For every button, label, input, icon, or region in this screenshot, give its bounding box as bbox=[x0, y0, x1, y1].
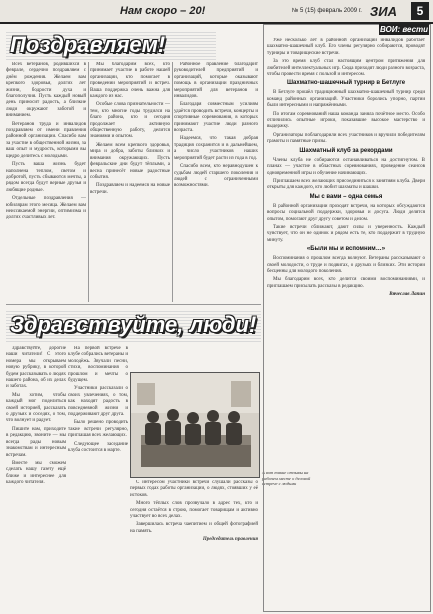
group-photo bbox=[130, 372, 260, 478]
hello-people-title: Здравствуйте, люди! bbox=[10, 312, 257, 337]
right-signature: Вячеслав Лапин bbox=[389, 292, 425, 298]
issue-number: № 5 (15) bbox=[291, 8, 316, 14]
right-articles: Уже несколько лет в районной организации инвалидов работает шахматно-шашечный клуб. Его члены регулярно собираются, проводят турниры и товарищеские встречи. За это время клуб стал настоящим центром притяжения для любителей интеллектуальных игр. Сюда приходят люди разного возраста, чтобы провести время с пользой и интересом. Шахматно-шашечный турнир в Бетлуге В Бетлуге прошёл традиционный шахматно-шашечный турнир среди команд районных организаций. Участники боролись упорно, партии были интересными и напряжёнными. По итогам соревнований наша команда заняла почётное место. Особо отличились опытные игроки, показавшие высокое мастерство и выдержку. Организаторы поблагодарили всех участников и вручили победителям грамоты и памятные призы. Шахматный клуб за рекордами Члены клуба не собираются останавливаться на достигнутом. В планах — участие в областных соревнованиях, проведение сеансов одновременной игры и обучение начинающих. Приглашаем всех желающих присоединиться к занятиям клуба. Двери открыты для каждого, кто любит шахматы и шашки. Мы с вами – одна семья В районной организации проходят встречи, на которых обсуждаются вопросы социальной поддержки, здоровья и досуга. Люди делятся опытом, помогают друг другу советом и делом. Такие встречи сближают, дают силы и уверенность. Каждый чувствует, что он не одинок и рядом есть те, кто поддержит в трудную минуту. «Были мы и вспомним…» Воспоминания о прошлом всегда волнуют. Ветераны рассказывают о своей молодости, о труде и подвигах, о друзьях и близких. Эти истории бесценны для молодого поколения. Мы благодарим всех, кто делится своими воспоминаниями, и приглашаем присылать рассказы в редакцию. Вячеслав Лапин bbox=[267, 38, 425, 298]
congratulations-title: Поздравляем! bbox=[10, 32, 166, 57]
article-column-1: Всех ветеранов, родившихся в феврале, сердечно поздравляем с днём рождения. Желаем вам крепкого здоровья, долгих лет жизни, бодрости духа и благополучия. Пусть каждый новый день приносит радость, а близкие люди окружают заботой и вниманием. Ветеранов труда и инвалидов поздравляем от имени правления районной организации. Спасибо вам за участие в общественной жизни, за ваш опыт и мудрость, которыми вы щедро делитесь с молодыми. Пусть ваша жизнь будет наполнена теплом, светом и добротой, пусть сбываются мечты, а рядом всегда будут верные друзья и любящие родные. Отдельные поздравления — юбилярам этого месяца. Желаем вам неиссякаемой энергии, оптимизма и долгих счастливых лет. bbox=[6, 62, 86, 221]
column-divider bbox=[172, 62, 173, 302]
issue-date: февраль 2009 г. bbox=[317, 8, 362, 14]
issue-info bbox=[292, 8, 362, 14]
right-headline-3: Мы с вами – одна семья bbox=[309, 193, 383, 200]
right-headline-1: Шахматно-шашечный турнир в Бетлуге bbox=[286, 80, 406, 87]
right-headline-4: «Были мы и вспомним…» bbox=[306, 246, 386, 253]
group-photo-image bbox=[131, 373, 259, 477]
column-divider bbox=[88, 62, 89, 302]
article-column-4: Здравствуйте, дорогие наши читатели! С этого номера мы открываем новую рубрику, в которой будем рассказывать о людях нашего района, об их делах и заботах. Мы хотим, чтобы каждый мог поделиться своей историей, рассказать о друзьях и соседях, о том, что волнует и радует. Пишите нам, приходите в редакцию, звоните — мы всегда рады новым знакомствам и интересным встречам. Вместе мы сможем сделать нашу газету ещё ближе и интереснее для каждого читателя. bbox=[6, 346, 66, 486]
page-header bbox=[0, 0, 433, 24]
right-headline-2: Шахматный клуб за рекордами bbox=[299, 147, 393, 154]
left-signature: Председатель правления bbox=[202, 537, 258, 543]
newspaper-logo: ЗИА bbox=[369, 3, 397, 19]
header-slogan: Нам скоро – 20! bbox=[120, 5, 206, 17]
article-column-2: Мы благодарим всех, кто принимает участие в работе нашей организации, кто помогает в проведении мероприятий и встреч. Ваша поддержка очень важна для каждого из нас. Особые слова признательности — тем, кто многие годы трудился на благо района, кто и сегодня продолжает активную общественную работу, делится знаниями и опытом. Желаем всем крепкого здоровья, мира и добра, заботы близких и внимания окружающих. Пусть февральские дни будут тёплыми, а весна принесёт новые радостные события. Поздравляем и надеемся на новые встречи. bbox=[90, 62, 170, 195]
photo-side-text: С интересом участники встречи слушали рассказы о первых годах работы организации, о людях, стоявших у её истоков. Много тёплых слов прозвучало в адрес тех, кто и сегодня остаётся в строю, помогает товарищам и активно участвует во всех делах. Завершилась встреча чаепитием и общей фотографией на память. Председатель правления bbox=[130, 480, 258, 543]
congratulations-banner bbox=[6, 30, 216, 60]
article-column-5: На первой встрече в клубе собрались ветераны и молодёжь. Звучали песни, стихи, воспоминания о прошлом и мечты о будущем. Участники рассказали о своих увлечениях, о том, как находят радость в повседневной жизни и поддерживают друг друга. Было решено проводить такие встречи регулярно, приглашая всех желающих. Следующее заседание клуба состоится в марте. bbox=[68, 346, 128, 454]
hello-people-banner bbox=[6, 310, 261, 342]
article-column-3: Районное правление благодарит руководителей предприятий и организаций, которые оказывают помощь в организации праздничных мероприятий для ветеранов и инвалидов. Благодаря совместным усилиям удаётся проводить встречи, концерты и спортивные соревнования, в которых принимают участие люди разного возраста. Надеемся, что такая добрая традиция сохранится и в дальнейшем, а число участников наших мероприятий будет расти из года в год. Спасибо всем, кто неравнодушен к судьбам людей старшего поколения и людей с ограниченными возможностями. bbox=[174, 62, 258, 189]
rubric-label: ВОИ: вести bbox=[379, 25, 429, 34]
photo-caption: А вот такие отзывы на рабочем месте о деловой встрече с людьми bbox=[262, 470, 311, 486]
section-divider bbox=[6, 304, 261, 305]
page-number: 5 bbox=[411, 2, 429, 20]
